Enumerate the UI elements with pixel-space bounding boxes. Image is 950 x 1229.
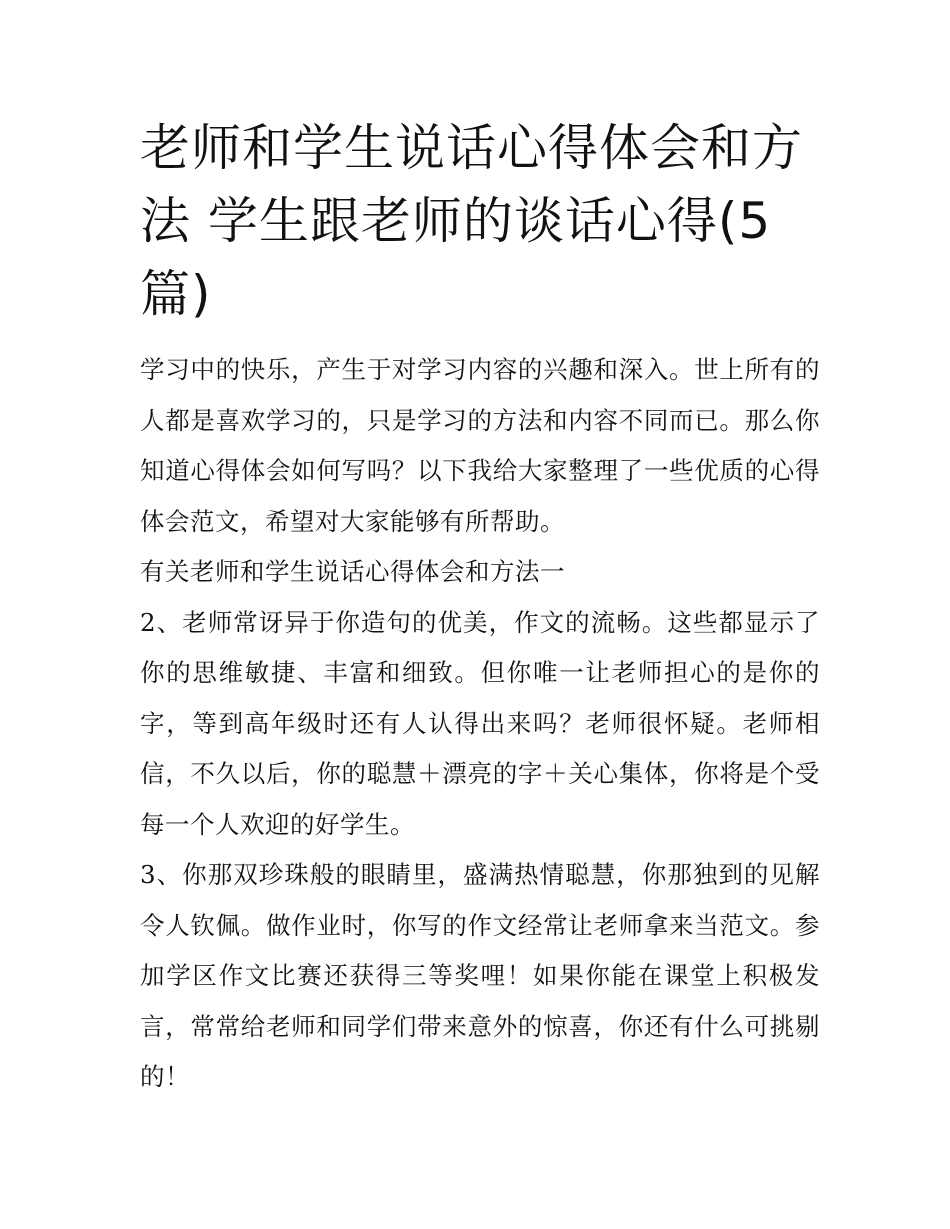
document-page bbox=[140, 112, 820, 1103]
document-title: 老师和学生说话心得体会和方法 学生跟老师的谈话心得(5篇) bbox=[140, 119, 803, 323]
paragraph-item-2: 2、老师常讶异于你造句的优美，作文的流畅。这些都显示了你的思维敏捷、丰富和细致。但你唯一让老师担心的是你的字，等到高年级时还有人认得出来吗？老师很怀疑。老师相信，不久以后，你的聪慧＋漂亮的字＋关心集体，你将是个受每一个人欢迎的好学生。 bbox=[140, 607, 820, 839]
paragraph-item-3: 3、你那双珍珠般的眼睛里，盛满热情聪慧，你那独到的见解令人钦佩。做作业时，你写的作文经常让老师拿来当范文。参加学区作文比赛还获得三等奖哩！如果你能在课堂上积极发言，常常给老师和同学们带来意外的惊喜，你还有什么可挑剔的！ bbox=[140, 860, 820, 1091]
section-heading: 有关老师和学生说话心得体会和方法一 bbox=[140, 557, 565, 586]
intro-paragraph: 学习中的快乐，产生于对学习内容的兴趣和深入。世上所有的人都是喜欢学习的，只是学习的方法和内容不同而已。那么你知道心得体会如何写吗？以下我给大家整理了一些优质的心得体会范文，希望对大家能够有所帮助。 bbox=[140, 355, 820, 536]
